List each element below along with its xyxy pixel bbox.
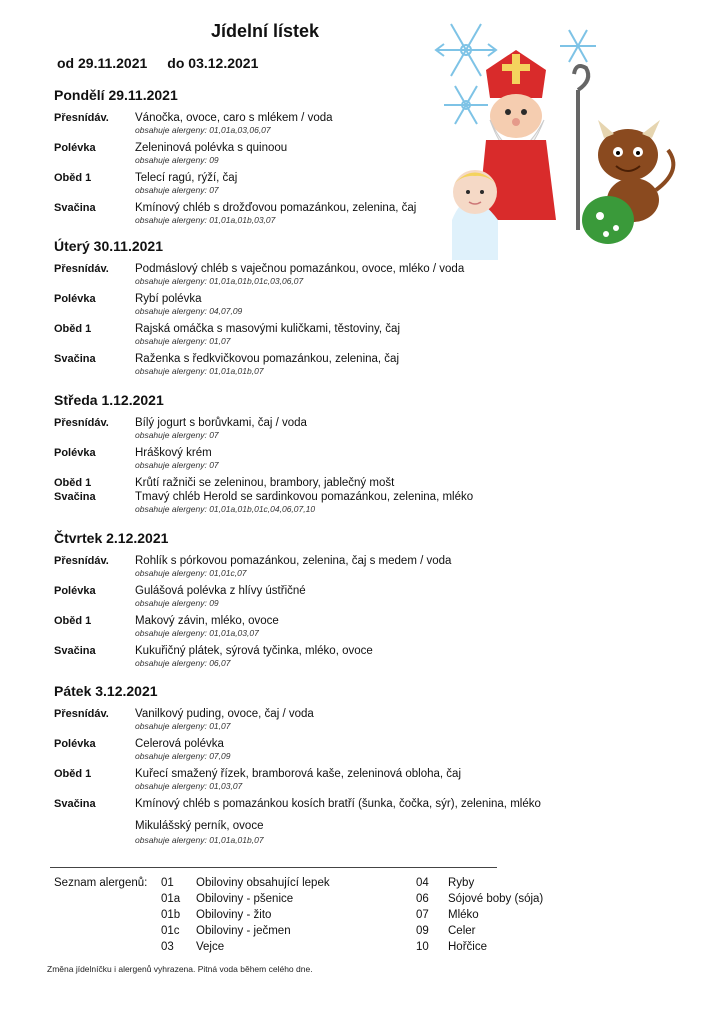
- meal-text: Kukuřičný plátek, sýrová tyčinka, mléko, ovoce: [135, 645, 373, 657]
- meal-lunch: [54, 768, 654, 798]
- meal-text: Kmínový chléb s pomazánkou kosích bratří (šunka, čočka, sýr), zelenina, mléko: [135, 798, 541, 810]
- allergen-name: Obiloviny - ječmen: [196, 925, 291, 937]
- allergen-code: 10: [416, 941, 429, 953]
- allergen-name: Celer: [448, 925, 476, 937]
- allergen-code: 07: [416, 909, 429, 921]
- allergen-code: 01: [161, 877, 174, 889]
- date-to: do 03.12.2021: [167, 55, 259, 71]
- date-range: [57, 55, 258, 71]
- meal-snack: [54, 353, 654, 383]
- meal-label: Oběd 1: [54, 615, 92, 627]
- meal-text: Vanilkový puding, ovoce, čaj / voda: [135, 708, 314, 720]
- allergens: obsahuje alergeny: 01,03,07: [135, 781, 243, 791]
- meal-text: Rybí polévka: [135, 293, 202, 305]
- allergen-code: 04: [416, 877, 429, 889]
- allergens: obsahuje alergeny: 07: [135, 185, 219, 195]
- allergens: obsahuje alergeny: 01,01a,01b,03,07: [135, 215, 276, 225]
- day-wednesday: [54, 392, 654, 521]
- allergen-code: 01c: [161, 925, 180, 937]
- meal-label: Polévka: [54, 447, 96, 459]
- legend-title: Seznam alergenů:: [54, 877, 148, 889]
- meal-label: Polévka: [54, 738, 96, 750]
- allergen-name: Obiloviny - žito: [196, 909, 272, 921]
- meal-text: Makový závin, mléko, ovoce: [135, 615, 279, 627]
- meal-breakfast: [54, 263, 654, 293]
- meal-text: Krůtí ražniči se zeleninou, brambory, jablečný mošt: [135, 477, 395, 489]
- allergen-name: Obiloviny - pšenice: [196, 893, 294, 905]
- meal-label: Oběd 1: [54, 477, 92, 489]
- meal-soup: [54, 142, 654, 172]
- allergens: obsahuje alergeny: 06,07: [135, 658, 231, 668]
- allergen-code: 09: [416, 925, 429, 937]
- meal-label: Svačina: [54, 202, 96, 214]
- meal-breakfast: [54, 555, 654, 585]
- meal-soup: [54, 293, 654, 323]
- meal-label: Svačina: [54, 798, 96, 810]
- day-thursday: [54, 530, 654, 675]
- meal-text: Rajská omáčka s masovými kuličkami, těstoviny, čaj: [135, 323, 400, 335]
- meal-text: Kuřecí smažený řízek, bramborová kaše, zeleninová obloha, čaj: [135, 768, 461, 780]
- allergens: obsahuje alergeny: 01,07: [135, 336, 231, 346]
- allergens: obsahuje alergeny: 01,01a,03,07: [135, 628, 259, 638]
- meal-label: Svačina: [54, 491, 96, 503]
- meal-text: Telecí ragú, rýží, čaj: [135, 172, 238, 184]
- allergen-name: Obiloviny obsahující lepek: [196, 877, 330, 889]
- meal-text: Tmavý chléb Herold se sardinkovou pomazánkou, zelenina, mléko: [135, 491, 474, 503]
- allergens: obsahuje alergeny: 01,01a,01b,01c,03,06,07: [135, 276, 304, 286]
- allergens: obsahuje alergeny: 07: [135, 460, 219, 470]
- meal-label: Polévka: [54, 142, 96, 154]
- day-title: Pondělí 29.11.2021: [54, 87, 178, 103]
- meal-breakfast: [54, 708, 654, 738]
- allergens: obsahuje alergeny: 01,01a,01b,01c,04,06,07,10: [135, 504, 316, 514]
- day-friday: [54, 683, 654, 850]
- meal-soup: [54, 447, 654, 477]
- day-tuesday: [54, 238, 654, 383]
- meal-text: Vánočka, ovoce, caro s mlékem / voda: [135, 112, 333, 124]
- meal-breakfast: [54, 112, 654, 142]
- allergens: obsahuje alergeny: 01,01a,01b,07: [135, 835, 264, 845]
- date-from: od 29.11.2021: [57, 55, 148, 71]
- divider: [50, 867, 497, 868]
- meal-label: Oběd 1: [54, 172, 92, 184]
- meal-lunch: [54, 477, 654, 491]
- day-title: Pátek 3.12.2021: [54, 683, 158, 699]
- meal-text: Podmáslový chléb s vaječnou pomazánkou, ovoce, mléko / voda: [135, 263, 465, 275]
- allergen-code: 01b: [161, 909, 181, 921]
- allergen-code: 06: [416, 893, 429, 905]
- meal-text: Bílý jogurt s borůvkami, čaj / voda: [135, 417, 307, 429]
- meal-snack: [54, 202, 654, 232]
- meal-label: Přesnídáv.: [54, 417, 109, 429]
- allergens: obsahuje alergeny: 07: [135, 430, 219, 440]
- meal-label: Přesnídáv.: [54, 555, 109, 567]
- footer-note: Změna jídelníčku i alergenů vyhrazena. Pitná voda během celého dne.: [47, 964, 313, 974]
- allergens: obsahuje alergeny: 04,07,09: [135, 306, 243, 316]
- meal-text: Gulášová polévka z hlívy ústřičné: [135, 585, 306, 597]
- allergen-name: Hořčice: [448, 941, 487, 953]
- allergen-name: Vejce: [196, 941, 225, 953]
- day-title: Čtvrtek 2.12.2021: [54, 530, 169, 546]
- allergen-code: 03: [161, 941, 174, 953]
- meal-text: Hráškový krém: [135, 447, 212, 459]
- allergens: obsahuje alergeny: 01,01c,07: [135, 568, 247, 578]
- allergen-name: Sójové boby (sója): [448, 893, 544, 905]
- meal-snack: [54, 798, 654, 818]
- meal-snack: [54, 491, 654, 521]
- meal-text: Rohlík s pórkovou pomazánkou, zelenina, čaj s medem / voda: [135, 555, 452, 567]
- allergens: obsahuje alergeny: 09: [135, 598, 219, 608]
- meal-text: Raženka s ředkvičkovou pomazánkou, zelenina, čaj: [135, 353, 400, 365]
- meal-label: Přesnídáv.: [54, 263, 109, 275]
- allergen-name: Mléko: [448, 909, 479, 921]
- allergens: obsahuje alergeny: 01,01a,01b,07: [135, 366, 264, 376]
- day-monday: [54, 87, 654, 232]
- meal-lunch: [54, 172, 654, 202]
- page-title: Jídelní lístek: [210, 21, 320, 41]
- meal-text: Zeleninová polévka s quinoou: [135, 142, 288, 154]
- allergens: obsahuje alergeny: 07,09: [135, 751, 231, 761]
- allergens: obsahuje alergeny: 01,07: [135, 721, 231, 731]
- allergen-name: Ryby: [448, 877, 475, 889]
- allergens: obsahuje alergeny: 01,01a,03,06,07: [135, 125, 271, 135]
- meal-label: Oběd 1: [54, 323, 92, 335]
- meal-text: Mikulášský perník, ovoce: [135, 820, 264, 832]
- meal-label: Oběd 1: [54, 768, 92, 780]
- meal-text: Celerová polévka: [135, 738, 224, 750]
- meal-soup: [54, 585, 654, 615]
- meal-label: Polévka: [54, 293, 96, 305]
- meal-label: Přesnídáv.: [54, 708, 109, 720]
- meal-label: Svačina: [54, 645, 96, 657]
- meal-extra: [54, 820, 654, 850]
- allergen-code: 01a: [161, 893, 181, 905]
- allergens: obsahuje alergeny: 09: [135, 155, 219, 165]
- meal-label: Svačina: [54, 353, 96, 365]
- meal-label: Přesnídáv.: [54, 112, 109, 124]
- meal-snack: [54, 645, 654, 675]
- day-title: Úterý 30.11.2021: [54, 238, 163, 254]
- day-title: Středa 1.12.2021: [54, 392, 164, 408]
- meal-lunch: [54, 615, 654, 645]
- meal-breakfast: [54, 417, 654, 447]
- meal-lunch: [54, 323, 654, 353]
- meal-text: Kmínový chléb s drožďovou pomazánkou, zelenina, čaj: [135, 202, 417, 214]
- meal-label: Polévka: [54, 585, 96, 597]
- meal-soup: [54, 738, 654, 768]
